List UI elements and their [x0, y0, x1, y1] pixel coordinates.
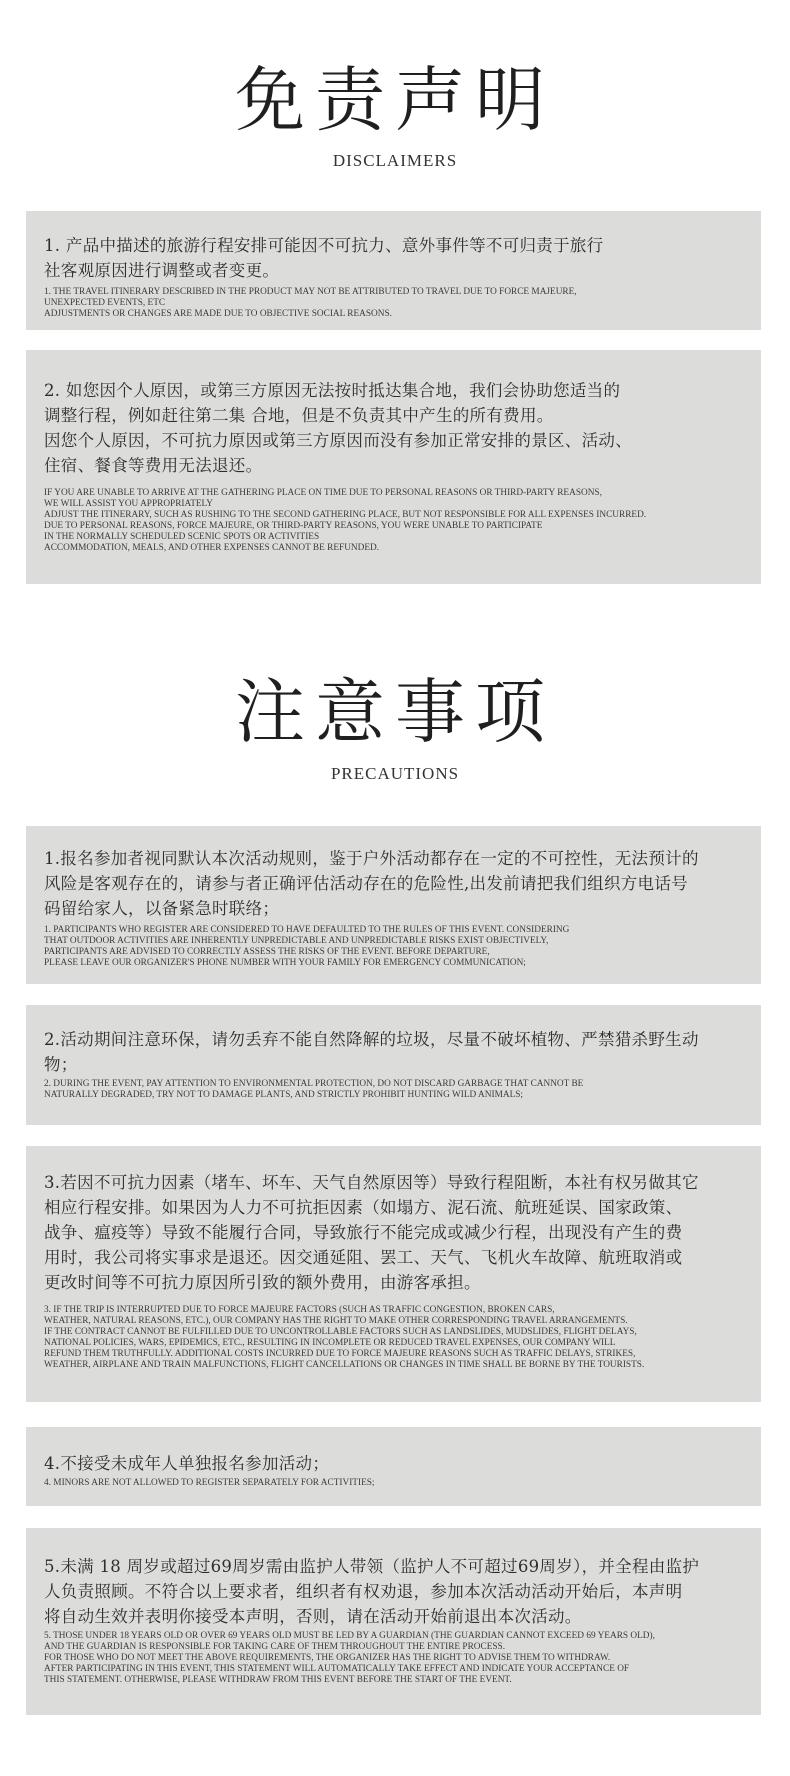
precaution-2-cn-line: 物；	[44, 1055, 78, 1074]
disclaimer-2-cn-line: 因您个人原因，不可抗力原因或第三方原因而没有参加正常安排的景区、活动、	[44, 431, 632, 450]
precaution-3-cn-line: 3.若因不可抗力因素（堵车、坏车、天气自然原因等）导致行程阻断，本社有权另做其它	[44, 1173, 699, 1192]
precaution-5-cn-line: 5.未满 18 周岁或超过69周岁需由监护人带领（监护人不可超过69周岁），并全程由监护	[44, 1557, 700, 1576]
precaution-1-cn-line: 风险是客观存在的，请参与者正确评估活动存在的危险性,出发前请把我们组织方电话号	[44, 874, 688, 893]
disclaimer-1-en: 1. THE TRAVEL ITINERARY DESCRIBED IN THE PRODUCT MAY NOT BE ATTRIBUTED TO TRAVEL DUE TO FORCE MAJEURE, UNEXPECTED EVENTS, ETC ADJUSTMENTS OR CHANGES ARE MADE DUE TO OBJECTIVE SOCIAL REASONS.	[44, 287, 577, 319]
disclaimer-2-cn-line: 调整行程，例如赶往第二集 合地，但是不负责其中产生的所有费用。	[44, 406, 554, 425]
precaution-1-en: 1. PARTICIPANTS WHO REGISTER ARE CONSIDERED TO HAVE DEFAULTED TO THE RULES OF THIS EVENT. CONSIDERING THAT OUTDOOR ACTIVITIES ARE INHERENTLY UNPREDICTABLE AND UNPREDICTABLE RISKS EXIST OBJECTIVELY, PARTICIPANTS ARE ADVISED TO CORRECTLY ASSESS THE RISKS OF THE EVENT. BEFORE DEPARTURE, PLEASE LEAVE OUR ORGANIZER'S PHONE NUMBER WITH YOUR FAMILY FOR EMERGENCY COMMUNICATION;	[44, 925, 570, 968]
precaution-4-en: 4. MINORS ARE NOT ALLOWED TO REGISTER SEPARATELY FOR ACTIVITIES;	[44, 1478, 375, 1488]
precaution-5-cn-line: 将自动生效并表明你接受本声明，否则，请在活动开始前退出本次活动。	[44, 1607, 582, 1626]
precaution-3-cn-line: 更改时间等不可抗力原因所引致的额外费用，由游客承担。	[44, 1273, 481, 1292]
precaution-3-cn	[44, 1170, 743, 1295]
precautions-title-en: PRECAUTIONS	[330, 764, 460, 783]
precautions-title-cn: 注意事项	[235, 671, 555, 753]
disclaimers-title-cn: 免责声明	[235, 59, 555, 141]
disclaimer-card-2	[26, 350, 761, 584]
precaution-3-cn-line: 战争、瘟疫等）导致不能履行合同，导致旅行不能完成或减少行程，出现没有产生的费	[44, 1223, 683, 1242]
precaution-2-cn	[44, 1027, 743, 1077]
precaution-card-2	[26, 1005, 761, 1125]
disclaimer-1-cn-line: 1. 产品中描述的旅游行程安排可能因不可抗力、意外事件等不可归责于旅行	[44, 236, 604, 255]
precaution-card-4	[26, 1427, 761, 1506]
disclaimers-title-en: DISCLAIMERS	[332, 151, 458, 170]
precaution-card-1	[26, 826, 761, 984]
precaution-card-5	[26, 1528, 761, 1715]
precaution-3-cn-line: 相应行程安排。如果因为人力不可抗拒因素（如塌方、泥石流、航班延误、国家政策、	[44, 1198, 683, 1217]
disclaimer-1-cn-line: 社客观原因进行调整或者变更。	[44, 261, 280, 280]
precaution-1-cn-line: 1.报名参加者视同默认本次活动规则，鉴于户外活动都存在一定的不可控性，无法预计的	[44, 849, 699, 868]
precaution-5-en: 5. THOSE UNDER 18 YEARS OLD OR OVER 69 YEARS OLD MUST BE LED BY A GUARDIAN (THE GUARDIAN CANNOT EXCEED 69 YEARS OLD), AND THE GUARDIAN IS RESPONSIBLE FOR TAKING CARE OF THEM THROUGHOUT THE ENTIRE PROCESS. FOR THOSE WHO DO NOT MEET THE ABOVE REQUIREMENTS, THE ORGANIZER HAS THE RIGHT TO ADVISE THEM TO WITHDRAW. AFTER PARTICIPATING IN THIS EVENT, THIS STATEMENT WILL AUTOMATICALLY TAKE EFFECT AND INDICATE YOUR ACCEPTANCE OF THIS STATEMENT. OTHERWISE, PLEASE WITHDRAW FROM THIS EVENT BEFORE THE START OF THE EVENT.	[44, 1631, 655, 1685]
precaution-3-cn-line: 用时，我公司将实事求是退还。因交通延阻、罢工、天气、飞机火车故障、航班取消或	[44, 1248, 683, 1267]
precaution-1-cn	[44, 846, 743, 921]
precaution-3-en: 3. IF THE TRIP IS INTERRUPTED DUE TO FORCE MAJEURE FACTORS (SUCH AS TRAFFIC CONGESTION, BROKEN CARS, WEATHER, NATURAL REASONS, ETC.), OUR COMPANY HAS THE RIGHT TO MAKE OTHER CORRESPONDING TRAVEL ARRANGEMENTS. IF THE CONTRACT CANNOT BE FULFILLED DUE TO UNCONTROLLABLE FACTORS SUCH AS LANDSLIDES, MUDSLIDES, FLIGHT DELAYS, NATIONAL POLICIES, WARS, EPIDEMICS, ETC., RESULTING IN INCOMPLETE OR REDUCED TRAVEL EXPENSES, OUR COMPANY WILL REFUND THEM TRUTHFULLY. ADDITIONAL COSTS INCURRED DUE TO FORCE MAJEURE REASONS SUCH AS TRAFFIC DELAYS, STRIKES, WEATHER, AIRPLANE AND TRAIN MALFUNCTIONS, FLIGHT CANCELLATIONS OR CHANGES IN TIME SHALL BE BORNE BY THE TOURISTS.	[44, 1305, 645, 1370]
precaution-4-cn	[44, 1451, 743, 1476]
precaution-4-cn-line: 4.不接受未成年人单独报名参加活动；	[44, 1454, 330, 1473]
disclaimer-2-en: IF YOU ARE UNABLE TO ARRIVE AT THE GATHERING PLACE ON TIME DUE TO PERSONAL REASONS OR THIRD-PARTY REASONS, WE WILL ASSIST YOU APPROPRIATELY ADJUST THE ITINERARY, SUCH AS RUSHING TO THE SECOND GATHERING PLACE, BUT NOT RESPONSIBLE FOR ALL EXPENSES INCURRED. DUE TO PERSONAL REASONS, FORCE MAJEURE, OR THIRD-PARTY REASONS, YOU WERE UNABLE TO PARTICIPATE IN THE NORMALLY SCHEDULED SCENIC SPOTS OR ACTIVITIES ACCOMMODATION, MEALS, AND OTHER EXPENSES CANNOT BE REFUNDED.	[44, 488, 647, 553]
precaution-5-cn	[44, 1554, 743, 1629]
precaution-2-cn-line: 2.活动期间注意环保，请勿丢弃不能自然降解的垃圾，尽量不破坏植物、严禁猎杀野生动	[44, 1030, 699, 1049]
disclaimer-card-1	[26, 211, 761, 330]
disclaimer-2-cn	[44, 378, 743, 478]
precaution-1-cn-line: 码留给家人，以备紧急时联络；	[44, 899, 280, 918]
precaution-5-cn-line: 人负责照顾。不符合以上要求者，组织者有权劝退，参加本次活动活动开始后，本声明	[44, 1582, 683, 1601]
disclaimer-2-cn-line: 住宿、餐食等费用无法退还。	[44, 456, 263, 475]
disclaimer-2-cn-line: 2. 如您因个人原因，或第三方原因无法按时抵达集合地，我们会协助您适当的	[44, 381, 621, 400]
precaution-2-en: 2. DURING THE EVENT, PAY ATTENTION TO ENVIRONMENTAL PROTECTION, DO NOT DISCARD GARBAGE THAT CANNOT BE NATURALLY DEGRADED, TRY NOT TO DAMAGE PLANTS, AND STRICTLY PROHIBIT HUNTING WILD ANIMALS;	[44, 1079, 584, 1100]
precaution-card-3	[26, 1146, 761, 1402]
disclaimer-1-cn	[44, 233, 743, 283]
